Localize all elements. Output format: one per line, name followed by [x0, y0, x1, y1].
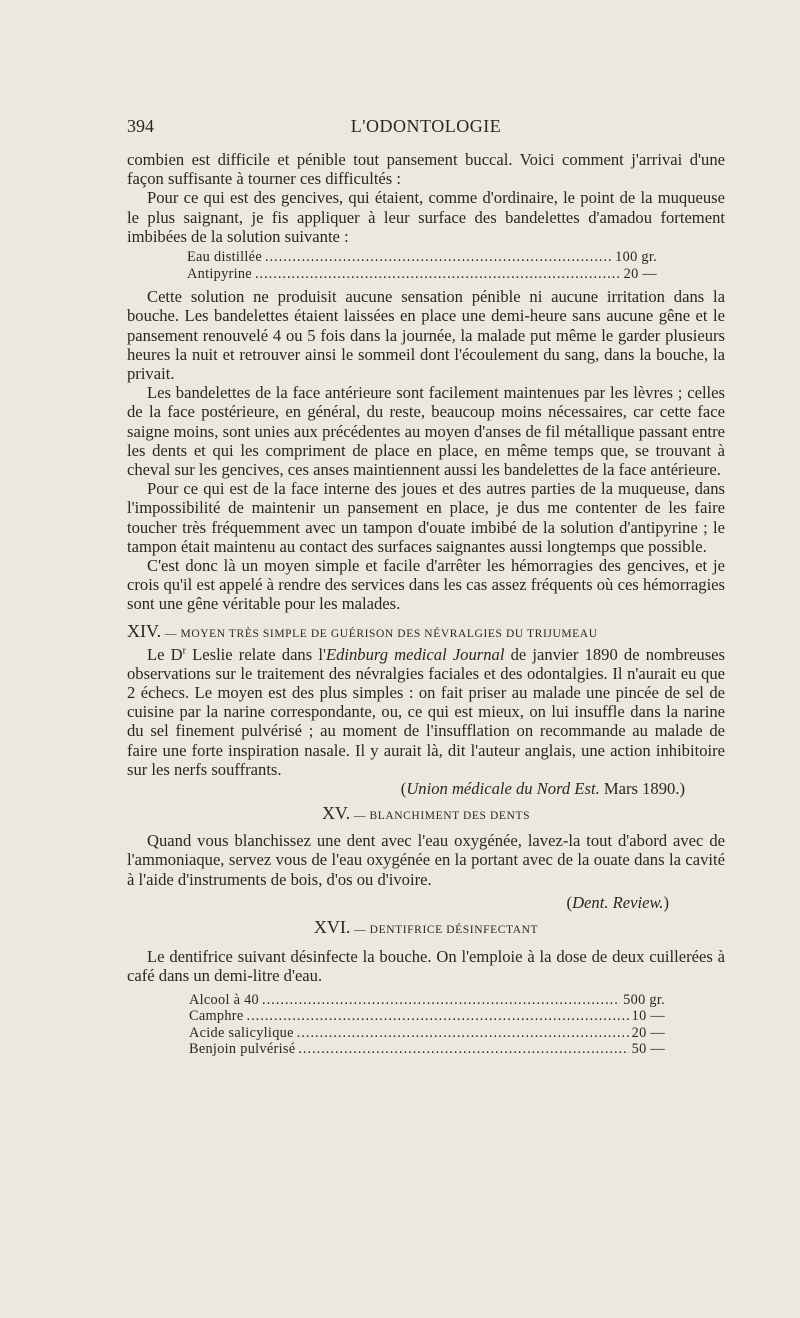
ingredient-quantity: 500 gr. — [623, 991, 665, 1008]
ingredient-name: Camphre — [189, 1008, 244, 1025]
paragraph-blanchiment: Quand vous blanchissez une dent avec l'eau oxygénée, lavez-la tout d'abord avec de l'ammoniaque, servez vous de l'eau oxygénée en la portant avec de la ouate dans la cavité à l'aide d'instruments de bois, d'os ou d'ivoire. — [127, 831, 725, 889]
paragraph-gencives: Pour ce qui est des gencives, qui étaient, comme d'ordinaire, le point de la muqueuse le plus saignant, je fis appliquer à leur surface des bandelettes d'amadou fortement imbibées de la solution suivante : — [127, 188, 725, 246]
recipe-dentifrice — [189, 992, 665, 1058]
paragraph-bandelettes: Les bandelettes de la face antérieure sont facilement maintenues par les lèvres ; celles de la face postérieure, en général, du reste, beaucoup moins nécessaires, car cette face saigne moins, sont unies aux précédentes au moyen d'anses de fil métallique passant entre les dents et qui les compriment de place en place, en même temps que, se trouvant à cheval sur les gencives, ces anses maintiennent aussi les bandelettes de la face antérieure. — [127, 383, 725, 480]
section-title: — DENTIFRICE DÉSINFECTANT — [354, 924, 539, 937]
paragraph-dentifrice: Le dentifrice suivant désinfecte la bouche. On l'emploie à la dose de deux cuillerées à café dans un demi-litre d'eau. — [127, 947, 725, 986]
text-run: Le D — [147, 644, 183, 664]
source-citation — [127, 779, 725, 798]
ingredient-name: Acide salicylique — [189, 1024, 294, 1041]
section-number: XV. — [321, 803, 351, 824]
section-title: — BLANCHIMENT DES DENTS — [353, 810, 531, 823]
paren-open: ( — [566, 892, 573, 912]
ingredient-name: Eau distillée — [187, 249, 262, 266]
dot-leader — [262, 992, 620, 1009]
text-column — [127, 150, 725, 1063]
source-journal: Union médicale du Nord Est. — [406, 779, 600, 799]
recipe-row — [189, 1025, 665, 1042]
source-date: Mars 1890.) — [599, 779, 685, 799]
section-heading-xv — [127, 804, 725, 825]
page-number: 394 — [127, 116, 154, 136]
running-header — [127, 116, 725, 140]
paragraph-leslie — [127, 645, 725, 779]
ingredient-name: Antipyrine — [187, 265, 252, 282]
source-citation — [127, 893, 725, 912]
paragraph-continuation: combien est difficile et pénible tout pansement buccal. Voici comment j'arrivai d'une façon suffisante à tourner ces difficultés : — [127, 150, 725, 189]
recipe-antipyrine — [187, 249, 657, 282]
recipe-row — [187, 266, 657, 283]
section-number: XVI. — [313, 917, 351, 938]
ingredient-quantity: 100 gr. — [615, 249, 657, 266]
text-run: de janvier 1890 de nombreuses observations sur le traitement des névralgies faciales et des odontalgies. Il n'aurait eu que 2 échecs. Le moyen est des plus simples : on fait priser au malade une pincée de sel de cuisine par la narine correspondante, ou, ce qui est mieux, on lui insuffle dans la narine du sel finement pulvérisé ; au moment de l'insufflation on recommande au malade de faire une forte inspiration nasale. Il y aurait là, dit l'auteur anglais, une action inhibitoire sur les nerfs souffrants. — [127, 644, 725, 779]
ingredient-name: Alcool à 40 — [189, 991, 260, 1008]
recipe-row — [187, 249, 657, 266]
running-title: L'ODONTOLOGIE — [350, 116, 502, 136]
section-title: — MOYEN TRÈS SIMPLE DE GUÉRISON DES NÉVRALGIES DU TRIJUMEAU — [164, 627, 598, 640]
ingredient-name: Benjoin pulvérisé — [189, 1041, 296, 1058]
ingredient-quantity: 20 — — [631, 1024, 665, 1041]
paragraph-conclusion: C'est donc là un moyen simple et facile d'arrêter les hémorragies des gencives, et je crois qu'il est appelé à rendre des services dans les cas assez fréquents où ces hémorragies sont une gêne véritable pour les malades. — [127, 556, 725, 614]
dot-leader — [298, 1041, 628, 1058]
paren-open: ( — [400, 779, 407, 799]
source-journal: Dent. Review. — [572, 892, 664, 912]
text-run: Leslie relate dans l' — [185, 644, 326, 664]
ingredient-quantity: 50 — — [631, 1041, 665, 1058]
paragraph-joues: Pour ce qui est de la face interne des joues et des autres parties de la muqueuse, dans l'impossibilité de maintenir un pansement en place, je dus me contenter de les faire toucher très fréquemment avec un tampon d'ouate imbibé de la solution d'antipyrine ; le tampon était maintenu au contact des surfaces saignantes aussi longtemps que possible. — [127, 479, 725, 556]
recipe-row — [189, 1008, 665, 1025]
section-number: XIV. — [127, 620, 162, 641]
dot-leader — [255, 266, 621, 283]
dot-leader — [247, 1008, 629, 1025]
section-heading-xiv — [127, 622, 725, 643]
superscript: r — [182, 645, 186, 657]
ingredient-quantity: 10 — — [631, 1008, 665, 1025]
paragraph-solution: Cette solution ne produisit aucune sensation pénible ni aucune irritation dans la bouche. Les bandelettes étaient laissées en place une demi-heure sans aucune gêne et le pansement renouvelé 4 ou 5 fois dans la journée, la malade put même le garder plusieurs heures la nuit et retrouver ainsi le sommeil dont l'écoulement du sang, dans la bouche, la privait. — [127, 287, 725, 384]
ingredient-quantity: 20 — — [623, 265, 657, 282]
section-heading-xvi — [127, 918, 725, 939]
recipe-row — [189, 1041, 665, 1058]
paren-close: ) — [663, 892, 669, 912]
dot-leader — [297, 1025, 629, 1042]
dot-leader — [265, 249, 612, 266]
recipe-row — [189, 992, 665, 1009]
journal-title: Edinburg medical Journal — [325, 644, 505, 664]
